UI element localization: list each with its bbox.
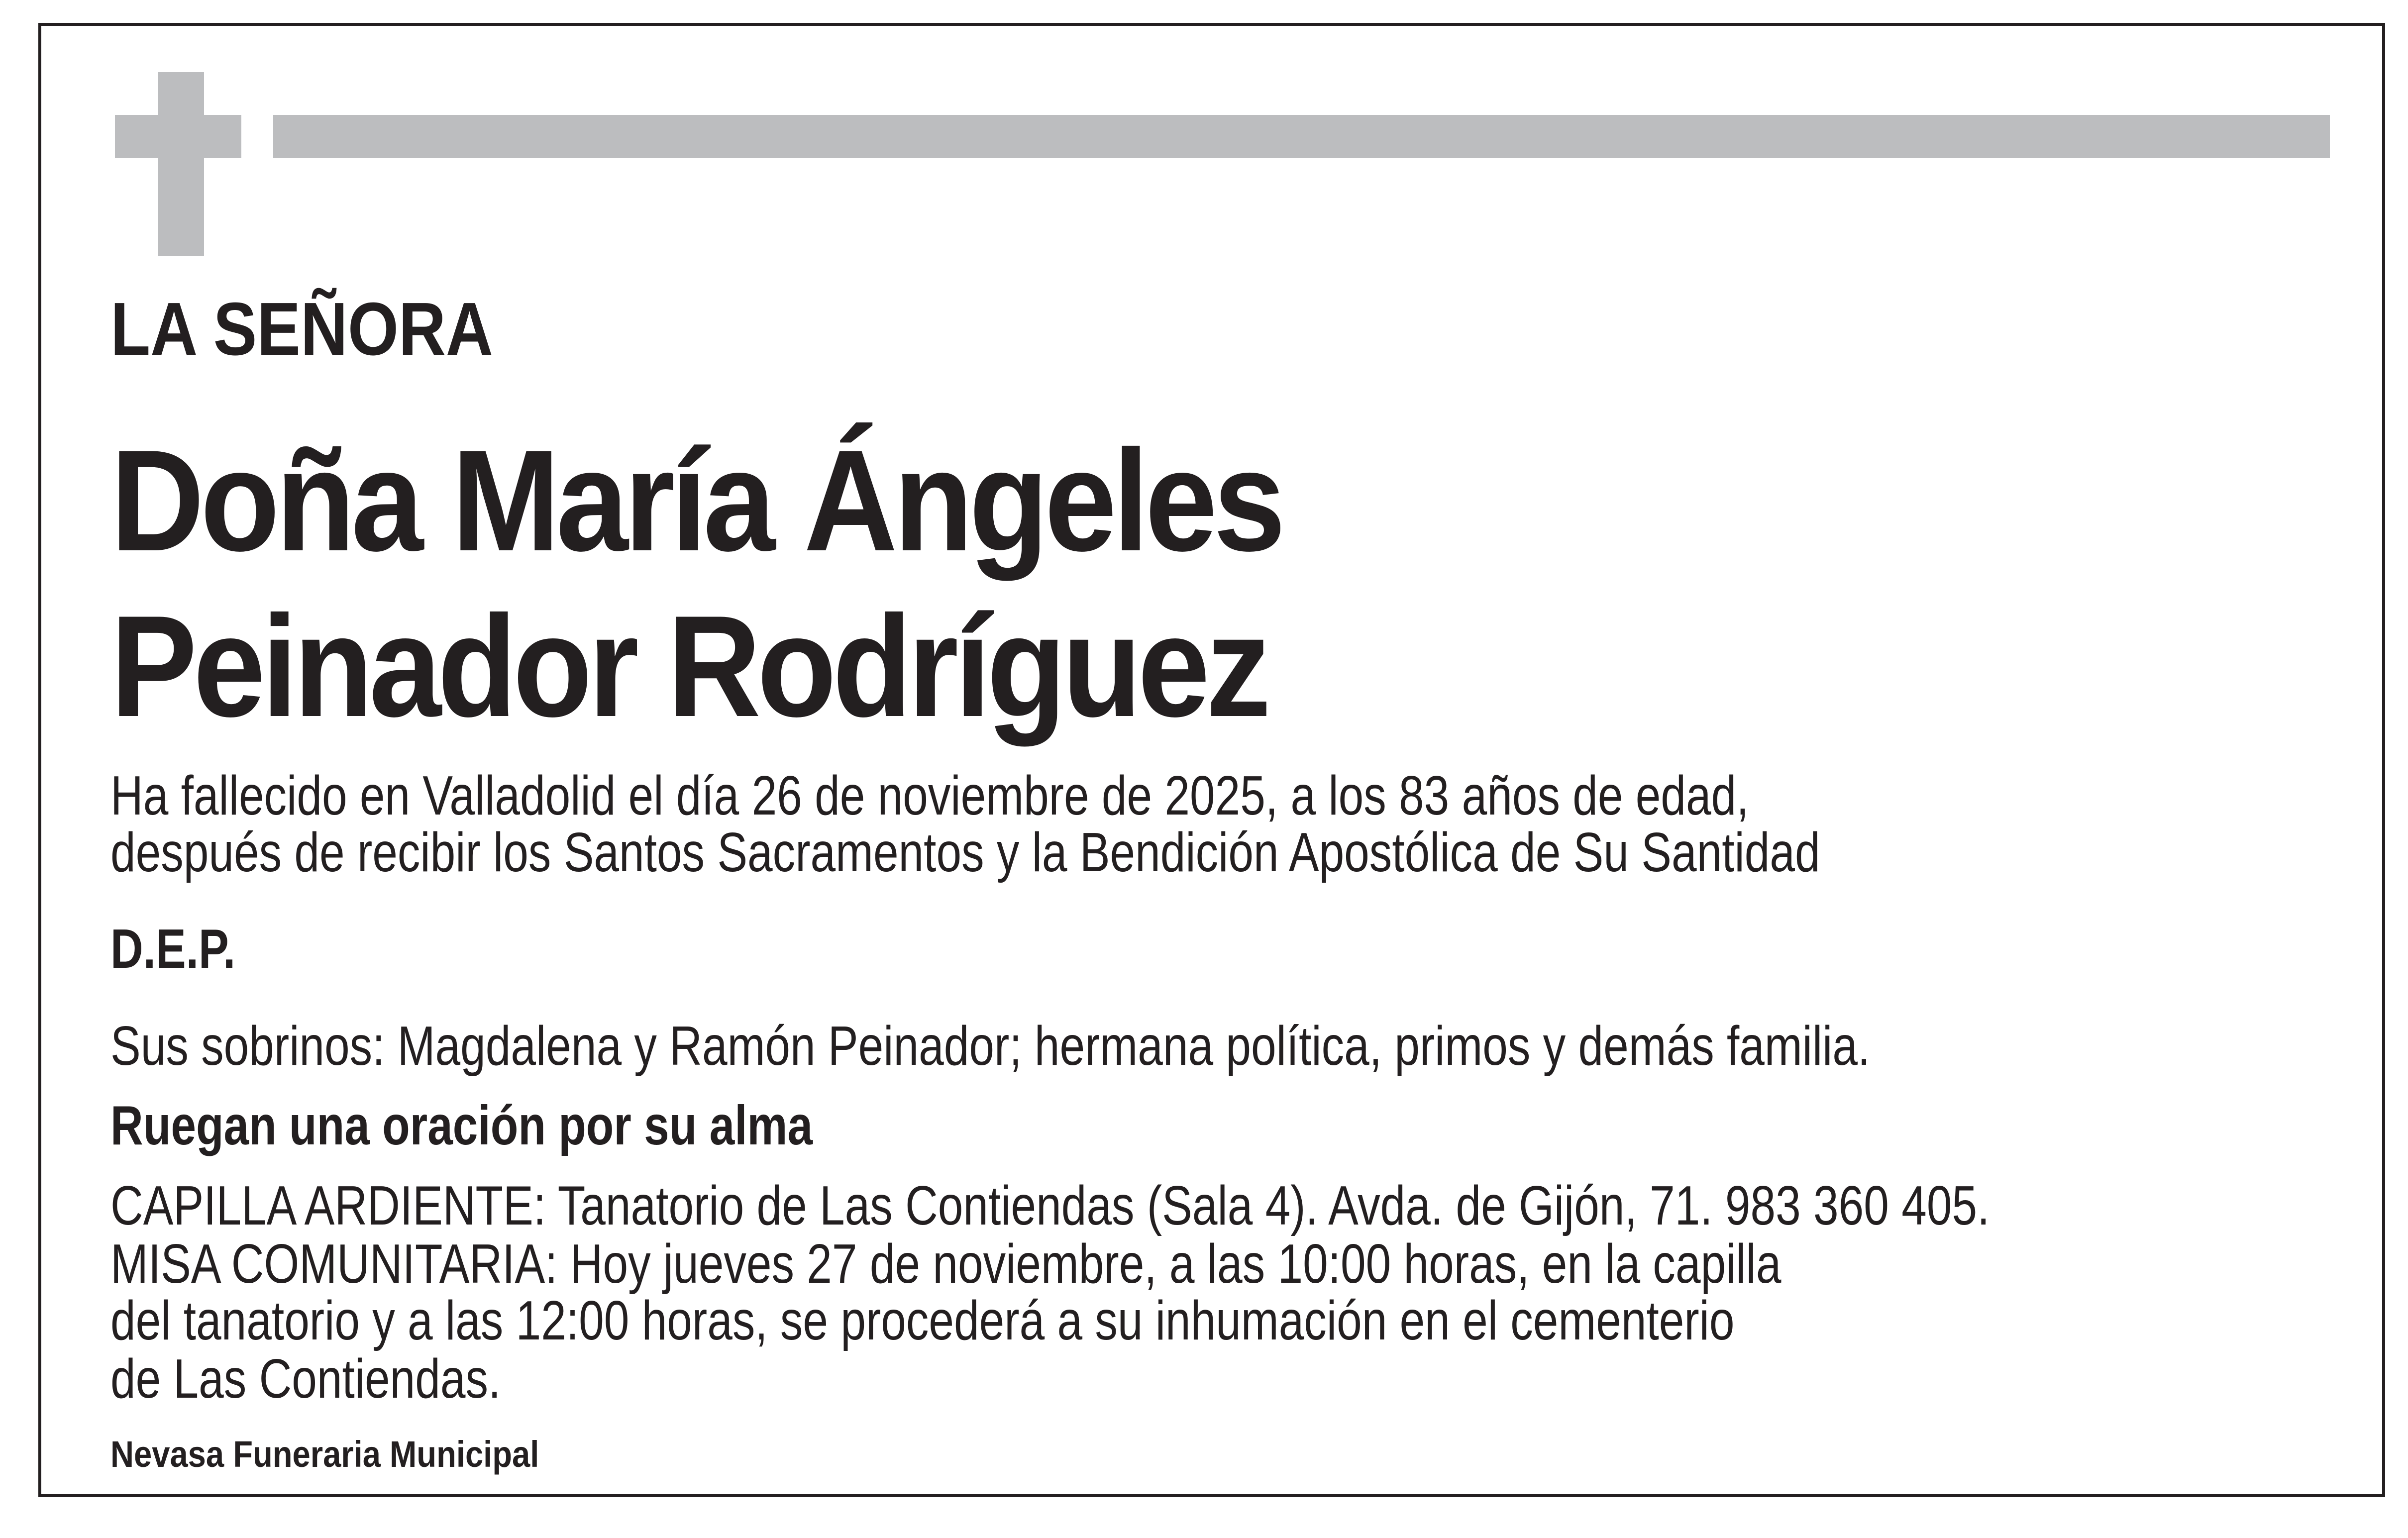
services-line: de Las Contiendas. (110, 1348, 501, 1410)
header-rule (273, 115, 2330, 158)
deceased-name-line1: Doña María Ángeles (110, 420, 1282, 581)
services-line: del tanatorio y a las 12:00 horas, se procederá a su inhumación en el cementerio (110, 1290, 1735, 1351)
funeral-home: Nevasa Funeraria Municipal (110, 1434, 539, 1475)
deceased-name-line2: Peinador Rodríguez (110, 586, 1267, 747)
services-line: MISA COMUNITARIA: Hoy jueves 27 de noviembre, a las 10:00 horas, en la capilla (110, 1233, 1781, 1295)
death-notice-line: después de recibir los Santos Sacramentos y la Bendición Apostólica de Su Santidad (110, 821, 1820, 883)
family-text: Sus sobrinos: Magdalena y Ramón Peinador; hermana política, primos y demás familia. (110, 1015, 1871, 1077)
header-title: LA SEÑORA (110, 287, 493, 371)
prayer-text: Ruegan una oración por su alma (110, 1095, 813, 1156)
dep-text: D.E.P. (110, 918, 236, 980)
services-line: CAPILLA ARDIENTE: Tanatorio de Las Contiendas (Sala 4). Avda. de Gijón, 71. 983 360 405. (110, 1175, 1990, 1236)
death-notice-line: Ha fallecido en Valladolid el día 26 de noviembre de 2025, a los 83 años de edad, (110, 765, 1749, 826)
